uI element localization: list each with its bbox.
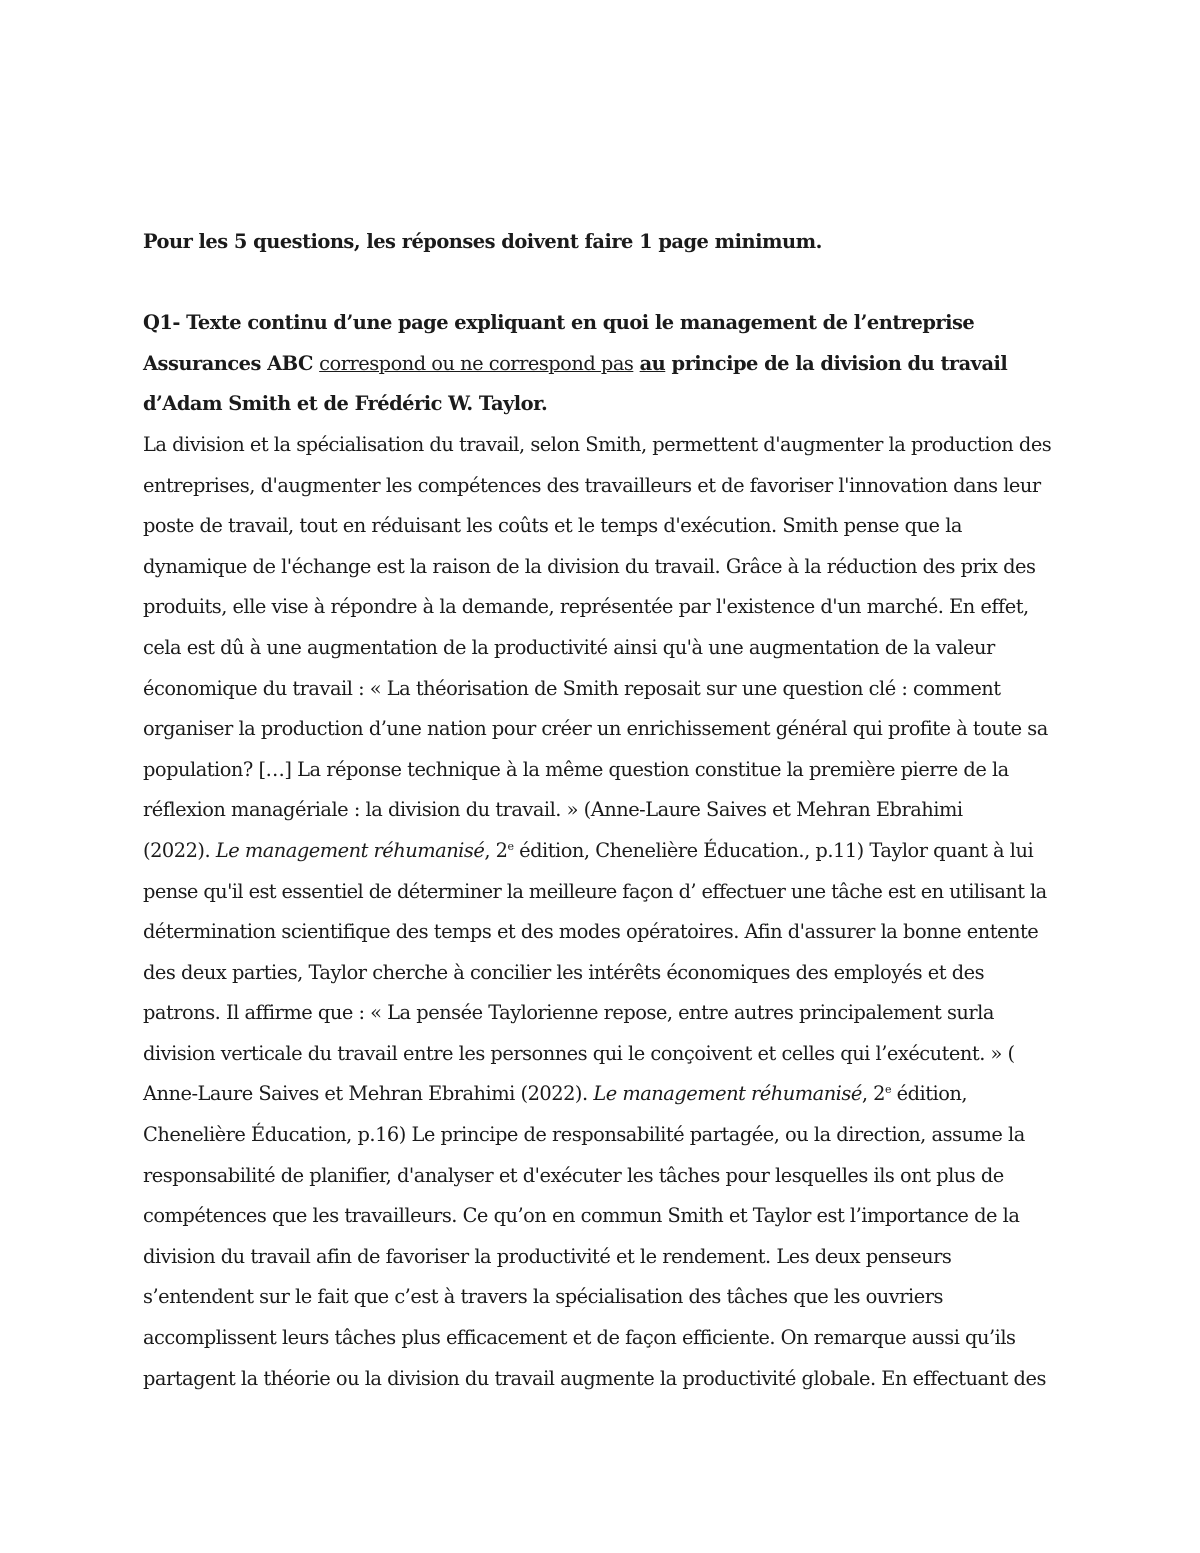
paragraph-line: accomplissent leurs tâches plus efficacement et de façon efficiente. On remarque aussi qu’ils	[143, 1326, 1016, 1350]
question-1-underlined-au: au	[639, 351, 666, 375]
paragraph-line: des deux parties, Taylor cherche à concilier les intérêts économiques des employés et des	[143, 960, 985, 984]
paragraph-line: patrons. Il affirme que : « La pensée Taylorienne repose, entre autres principalement surla	[143, 1001, 994, 1025]
paragraph-line: économique du travail : « La théorisation de Smith reposait sur une question clé : comment	[143, 676, 1001, 700]
citation-text: , 2	[861, 1082, 885, 1106]
paragraph-line-citation	[143, 1074, 1053, 1115]
paragraph-line: division du travail afin de favoriser la productivité et le rendement. Les deux penseurs	[143, 1244, 952, 1268]
paragraph-line: compétences que les travailleurs. Ce qu’on en commun Smith et Taylor est l’importance de la	[143, 1204, 1020, 1228]
paragraph-line: cela est dû à une augmentation de la productivité ainsi qu'à une augmentation de la valeur	[143, 635, 995, 659]
book-title: Le management réhumanisé	[593, 1082, 862, 1106]
paragraph-line: pense qu'il est essentiel de déterminer la meilleure façon d’ effectuer une tâche est en utilisant la	[143, 879, 1047, 903]
citation-authors: Anne-Laure Saives et Mehran Ebrahimi (2022).	[143, 1082, 594, 1106]
paragraph-line: entreprises, d'augmenter les compétences des travailleurs et de favoriser l'innovation dans leur	[143, 473, 1041, 497]
book-title: Le management réhumanisé	[215, 838, 485, 862]
edition-superscript: e	[507, 839, 514, 853]
question-1-line-3: d’Adam Smith et de Frédéric W. Taylor.	[143, 392, 548, 416]
question-1-line-2	[143, 344, 1053, 385]
paragraph-line: réflexion managériale : la division du travail. » (Anne-Laure Saives et Mehran Ebrahimi	[143, 798, 963, 822]
answer-paragraph	[143, 425, 1053, 1399]
paragraph-line: responsabilité de planifier, d'analyser et d'exécuter les tâches pour lesquelles ils ont plus de	[143, 1163, 1004, 1187]
paragraph-line: organiser la production d’une nation pour créer un enrichissement général qui profite à toute sa	[143, 717, 1048, 741]
paragraph-line: poste de travail, tout en réduisant les coûts et le temps d'exécution. Smith pense que la	[143, 514, 962, 538]
paragraph-line: partagent la théorie ou la division du travail augmente la productivité globale. En effectuant des	[143, 1366, 1046, 1390]
paragraph-line: Chenelière Éducation, p.16) Le principe de responsabilité partagée, ou la direction, assume la	[143, 1123, 1025, 1147]
blank-line	[143, 263, 1053, 304]
question-1-principle: principe de la division du travail	[665, 351, 1008, 375]
paragraph-line: produits, elle vise à répondre à la demande, représentée par l'existence d'un marché. En effet,	[143, 595, 1029, 619]
intro-instruction: Pour les 5 questions, les réponses doivent faire 1 page minimum.	[143, 230, 822, 253]
paragraph-line: s’entendent sur le fait que c’est à travers la spécialisation des tâches que les ouvriers	[143, 1285, 943, 1309]
paragraph-line: division verticale du travail entre les personnes qui le conçoivent et celles qui l’exécutent. » (	[143, 1041, 1015, 1065]
question-1-heading	[143, 303, 1053, 425]
citation-text: édition,	[891, 1082, 968, 1106]
edition-superscript: e	[884, 1083, 891, 1097]
paragraph-line: population? […] La réponse technique à la même question constitue la première pierre de la	[143, 757, 1009, 781]
document-content	[143, 222, 1053, 1399]
question-1-line-1: Q1- Texte continu d’une page expliquant en quoi le management de l’entreprise	[143, 311, 975, 335]
paragraph-line: détermination scientifique des temps et des modes opératoires. Afin d'assurer la bonne entente	[143, 920, 1039, 944]
question-1-company: Assurances ABC	[143, 351, 320, 375]
citation-text: , 2	[484, 838, 508, 862]
paragraph-line-citation	[143, 831, 1053, 872]
question-1-underlined-phrase: correspond ou ne correspond pas	[319, 351, 634, 375]
citation-year: (2022).	[143, 838, 216, 862]
paragraph-line: La division et la spécialisation du travail, selon Smith, permettent d'augmenter la production des	[143, 432, 1052, 456]
citation-text: édition, Chenelière Éducation., p.11) Taylor quant à lui	[513, 838, 1034, 862]
paragraph-line: dynamique de l'échange est la raison de la division du travail. Grâce à la réduction des prix des	[143, 554, 1036, 578]
